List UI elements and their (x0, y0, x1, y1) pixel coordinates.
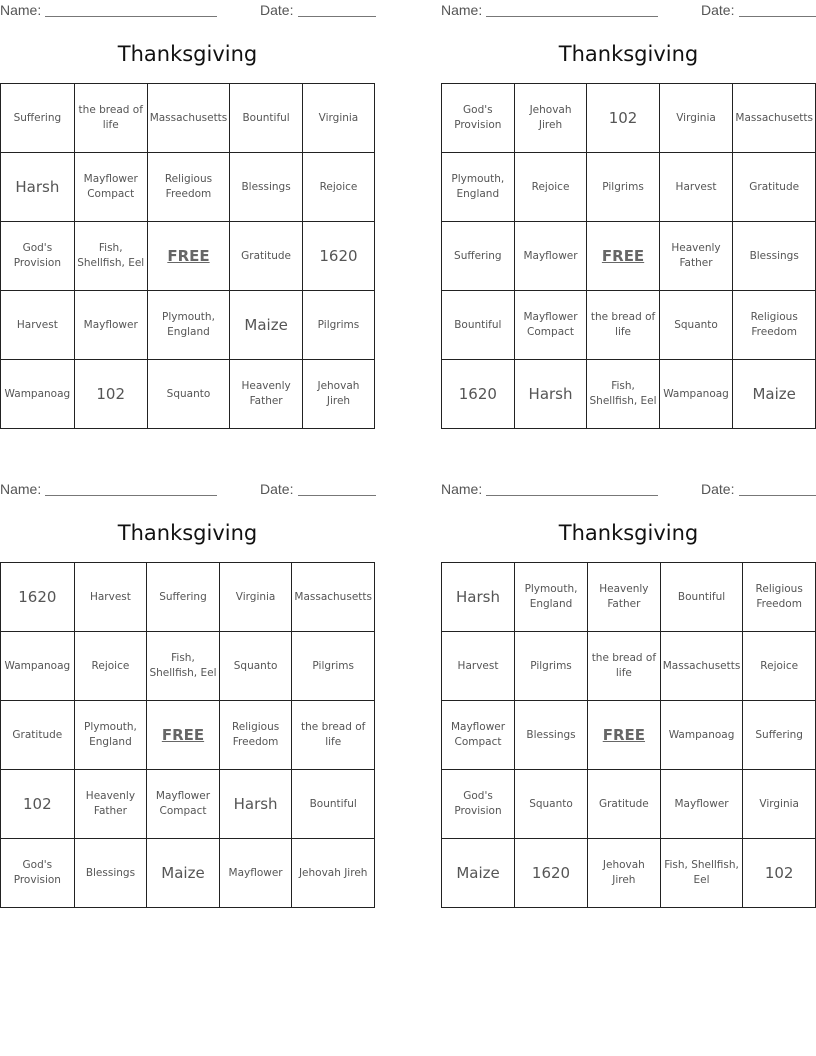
name-field[interactable] (486, 495, 658, 496)
bingo-card-2 (441, 0, 816, 434)
bingo-grid (0, 83, 375, 429)
grid-row (442, 701, 816, 770)
bingo-cell[interactable]: Massachusetts (660, 632, 743, 701)
bingo-cell[interactable]: Heavenly Father (659, 222, 733, 291)
bingo-grid (441, 562, 816, 908)
bingo-cell[interactable]: Fish, Shellfish, Eel (660, 839, 743, 908)
name-field[interactable] (45, 495, 217, 496)
bingo-cell[interactable]: Harvest (442, 632, 515, 701)
bingo-cell[interactable]: Virginia (302, 84, 374, 153)
bingo-cell[interactable]: Bountiful (660, 563, 743, 632)
bingo-cell[interactable]: Plymouth, England (515, 563, 588, 632)
bingo-cell[interactable]: Harsh (1, 153, 75, 222)
grid-row (1, 839, 375, 908)
date-field[interactable] (298, 495, 376, 496)
bingo-cell[interactable]: Pilgrims (587, 153, 659, 222)
bingo-cell[interactable]: Maize (147, 839, 220, 908)
bingo-cell[interactable]: Jehovah Jireh (292, 839, 375, 908)
grid-row (1, 701, 375, 770)
bingo-cell[interactable]: God's Provision (1, 839, 75, 908)
bingo-cell[interactable]: 1620 (442, 360, 515, 429)
date-field[interactable] (298, 16, 376, 17)
name-label: Name: (0, 481, 42, 497)
bingo-cell[interactable]: Maize (230, 291, 303, 360)
bingo-cell[interactable]: Rejoice (74, 632, 146, 701)
bingo-cell[interactable]: Gratitude (733, 153, 816, 222)
date-label: Date: (260, 481, 294, 497)
bingo-cell[interactable]: Jehovah Jireh (514, 84, 587, 153)
bingo-grid (0, 562, 375, 908)
grid-row (442, 291, 816, 360)
bingo-cell[interactable]: Harsh (219, 770, 292, 839)
free-space-cell[interactable]: FREE (587, 701, 660, 770)
bingo-cell[interactable]: Mayflower Compact (147, 770, 220, 839)
bingo-cell[interactable]: Gratitude (1, 701, 75, 770)
bingo-cell[interactable]: Jehovah Jireh (587, 839, 660, 908)
bingo-cell[interactable]: Massachusetts (292, 563, 375, 632)
date-label: Date: (701, 481, 735, 497)
bingo-cell[interactable]: Suffering (442, 222, 515, 291)
bingo-cell[interactable]: 102 (74, 360, 147, 429)
grid-row (1, 222, 375, 291)
bingo-cell[interactable]: Harsh (514, 360, 587, 429)
bingo-cell[interactable]: the bread of life (74, 84, 147, 153)
name-label: Name: (441, 2, 483, 18)
date-field[interactable] (739, 495, 816, 496)
bingo-cell[interactable]: God's Provision (442, 84, 515, 153)
grid-row (1, 632, 375, 701)
bingo-cell[interactable]: Suffering (1, 84, 75, 153)
bingo-cell[interactable]: Massachusetts (147, 84, 230, 153)
bingo-cell[interactable]: Mayflower (660, 770, 743, 839)
free-space-cell[interactable]: FREE (147, 222, 230, 291)
bingo-cell[interactable]: Blessings (74, 839, 146, 908)
card-header (0, 479, 375, 501)
bingo-cell[interactable]: the bread of life (587, 291, 659, 360)
bingo-cell[interactable]: Jehovah Jireh (302, 360, 374, 429)
bingo-cell[interactable]: Religious Freedom (733, 291, 816, 360)
bingo-cell[interactable]: Plymouth, England (147, 291, 230, 360)
card-title: Thanksgiving (558, 42, 699, 66)
bingo-cell[interactable]: Bountiful (442, 291, 515, 360)
bingo-cell[interactable]: Rejoice (302, 153, 374, 222)
bingo-cell[interactable]: Blessings (733, 222, 816, 291)
bingo-cell[interactable]: Pilgrims (515, 632, 588, 701)
bingo-cell[interactable]: 1620 (515, 839, 588, 908)
bingo-cell[interactable]: Plymouth, England (442, 153, 515, 222)
bingo-cell[interactable]: Heavenly Father (587, 563, 660, 632)
bingo-cell[interactable]: Pilgrims (302, 291, 374, 360)
grid-row (1, 291, 375, 360)
bingo-cell[interactable]: Mayflower Compact (74, 153, 147, 222)
bingo-cell[interactable]: Harsh (442, 563, 515, 632)
grid-row (442, 153, 816, 222)
bingo-cell[interactable]: 102 (587, 84, 659, 153)
grid-row (1, 770, 375, 839)
bingo-cell[interactable]: Suffering (147, 563, 220, 632)
date-label: Date: (701, 2, 735, 18)
card-title: Thanksgiving (558, 521, 699, 545)
bingo-cell[interactable]: Squanto (219, 632, 292, 701)
bingo-cell[interactable]: Mayflower Compact (442, 701, 515, 770)
bingo-cell[interactable]: Heavenly Father (74, 770, 146, 839)
bingo-cell[interactable]: Maize (733, 360, 816, 429)
bingo-cell[interactable]: Virginia (219, 563, 292, 632)
bingo-card-3 (0, 479, 375, 913)
bingo-cell[interactable]: Virginia (743, 770, 816, 839)
bingo-cell[interactable]: 1620 (302, 222, 374, 291)
bingo-cell[interactable]: Wampanoag (1, 360, 75, 429)
bingo-cell[interactable]: 102 (743, 839, 816, 908)
bingo-cell[interactable]: Rejoice (514, 153, 587, 222)
bingo-cell[interactable]: Fish, Shellfish, Eel (74, 222, 147, 291)
card-header (441, 479, 816, 501)
date-field[interactable] (739, 16, 816, 17)
bingo-cell[interactable]: Mayflower (219, 839, 292, 908)
bingo-cell[interactable]: Mayflower Compact (514, 291, 587, 360)
bingo-cell[interactable]: Squanto (659, 291, 733, 360)
grid-row (442, 770, 816, 839)
bingo-cell[interactable]: Wampanoag (660, 701, 743, 770)
bingo-cell[interactable]: Bountiful (292, 770, 375, 839)
bingo-cell[interactable]: Harvest (1, 291, 75, 360)
bingo-cell[interactable]: Gratitude (230, 222, 303, 291)
bingo-cell[interactable]: Squanto (515, 770, 588, 839)
bingo-cell[interactable]: Wampanoag (659, 360, 733, 429)
bingo-grid (441, 83, 816, 429)
grid-row (442, 632, 816, 701)
name-field[interactable] (45, 16, 217, 17)
bingo-cell[interactable]: Blessings (230, 153, 303, 222)
free-space-cell[interactable]: FREE (587, 222, 659, 291)
bingo-cell[interactable]: Massachusetts (733, 84, 816, 153)
date-label: Date: (260, 2, 294, 18)
grid-row (1, 360, 375, 429)
card-header (441, 0, 816, 22)
bingo-cell[interactable]: Heavenly Father (230, 360, 303, 429)
name-label: Name: (0, 2, 42, 18)
bingo-cell[interactable]: Plymouth, England (74, 701, 146, 770)
bingo-cell[interactable]: Blessings (515, 701, 588, 770)
bingo-cell[interactable]: 1620 (1, 563, 75, 632)
name-label: Name: (441, 481, 483, 497)
bingo-cell[interactable]: Fish, Shellfish, Eel (587, 360, 659, 429)
grid-row (442, 563, 816, 632)
free-space-cell[interactable]: FREE (147, 701, 220, 770)
bingo-cell[interactable]: Maize (442, 839, 515, 908)
bingo-cell[interactable]: 102 (1, 770, 75, 839)
bingo-cell[interactable]: Religious Freedom (743, 563, 816, 632)
card-title: Thanksgiving (117, 521, 258, 545)
bingo-cell[interactable]: Rejoice (743, 632, 816, 701)
bingo-card-1 (0, 0, 375, 434)
grid-row (442, 360, 816, 429)
grid-row (1, 563, 375, 632)
bingo-cell[interactable]: Harvest (74, 563, 146, 632)
bingo-cell[interactable]: Religious Freedom (219, 701, 292, 770)
grid-row (442, 222, 816, 291)
name-field[interactable] (486, 16, 658, 17)
grid-row (442, 84, 816, 153)
bingo-cell[interactable]: Wampanoag (1, 632, 75, 701)
bingo-cell[interactable]: Fish, Shellfish, Eel (147, 632, 220, 701)
bingo-cell[interactable]: the bread of life (292, 701, 375, 770)
grid-row (1, 84, 375, 153)
bingo-cell[interactable]: Harvest (659, 153, 733, 222)
bingo-cell[interactable]: God's Provision (442, 770, 515, 839)
bingo-cell[interactable]: Religious Freedom (147, 153, 230, 222)
card-title: Thanksgiving (117, 42, 258, 66)
bingo-card-4 (441, 479, 816, 913)
bingo-cell[interactable]: Bountiful (230, 84, 303, 153)
bingo-cell[interactable]: the bread of life (587, 632, 660, 701)
bingo-cell[interactable]: Mayflower (514, 222, 587, 291)
grid-row (442, 839, 816, 908)
bingo-cell[interactable]: Pilgrims (292, 632, 375, 701)
bingo-cell[interactable]: Suffering (743, 701, 816, 770)
grid-row (1, 153, 375, 222)
card-header (0, 0, 375, 22)
bingo-cell[interactable]: Mayflower (74, 291, 147, 360)
bingo-cell[interactable]: Gratitude (587, 770, 660, 839)
bingo-cell[interactable]: God's Provision (1, 222, 75, 291)
bingo-cell[interactable]: Virginia (659, 84, 733, 153)
bingo-cell[interactable]: Squanto (147, 360, 230, 429)
